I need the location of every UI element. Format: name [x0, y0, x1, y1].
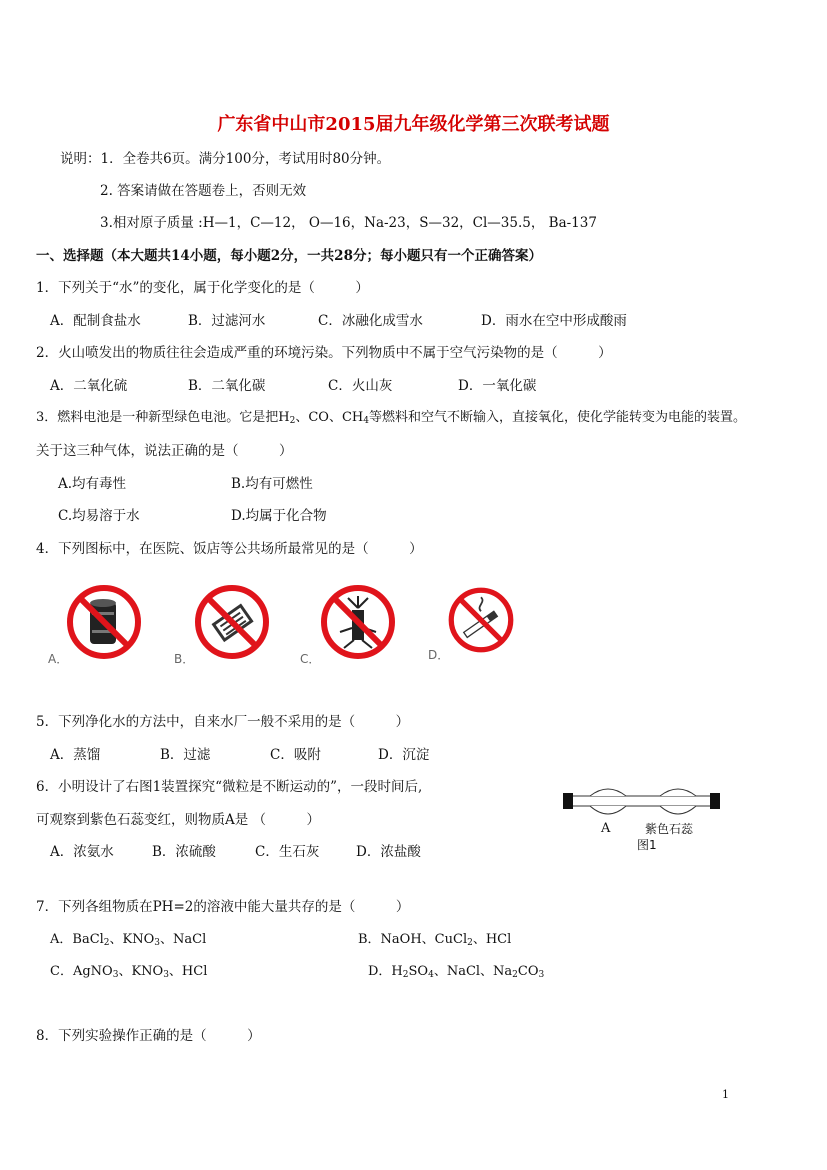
q3-stem-mid: 、CO、CH [295, 410, 364, 425]
note-3: 3.相对原子质量 :H—1，C—12， O—16，Na-23，S—32，Cl—35.5， Ba-137 [100, 215, 597, 231]
q6-stem-2: 可观察到紫色石蕊变红，则物质A是 （ ） [36, 812, 321, 828]
page-title: 广东省中山市2015届九年级化学第三次联考试题 [217, 114, 610, 135]
q6-option-a: A．浓氨水 [50, 844, 114, 860]
q1-option-d: D．雨水在空中形成酸雨 [481, 313, 627, 329]
q4-stem: 4．下列图标中，在医院、饭店等公共场所最常见的是（ ） [36, 541, 423, 557]
q5-option-b: B．过滤 [160, 747, 211, 763]
q4-label-a: A． [48, 652, 69, 666]
figure-1-label-a: A [601, 821, 611, 836]
q6-option-c: C．生石灰 [255, 844, 320, 860]
q2-option-d: D．一氧化碳 [458, 378, 537, 394]
q7-option-d: D．$H_2SO_4$、NaCl、$Na_2CO_3$ [368, 964, 545, 980]
page-number: 1 [722, 1088, 729, 1101]
no-barrel-sign-icon [64, 582, 144, 662]
q4-label-c: C． [300, 652, 321, 666]
section-heading: 一、选择题（本大题共14小题，每小题2分，一共28分；每小题只有一个正确答案） [36, 248, 542, 264]
q1-option-a: A．配制食盐水 [50, 313, 141, 329]
q3-sub-2: 4 [363, 416, 369, 426]
q7-option-a: A．BaCl$_2$、$KNO_3$、NaCl [50, 932, 207, 948]
q8-stem: 8．下列实验操作正确的是（ ） [36, 1028, 261, 1044]
q1-option-c: C．冰融化成雪水 [318, 313, 423, 329]
note-1: 说明：1．全卷共6页。满分100分，考试用时80分钟。 [60, 151, 391, 167]
figure-1-apparatus [560, 784, 725, 824]
q1-option-b: B．过滤河水 [188, 313, 266, 329]
q3-stem-pre: 3．燃料电池是一种新型绿色电池。它是把H [36, 410, 290, 425]
figure-1-caption: 图1 [637, 838, 657, 852]
q7-option-b: B．NaOH、CuCl$_2$、HCl [358, 932, 512, 948]
q2-option-b: B．二氧化碳 [188, 378, 266, 394]
q5-option-d: D．沉淀 [378, 747, 430, 763]
note-2: 2. 答案请做在答题卷上，否则无效 [100, 183, 307, 199]
q7-option-c: C．AgNO$_3$、$KNO_3$、HCl [50, 964, 208, 980]
no-smoking-sign-icon [446, 585, 516, 655]
q3-stem-post: 等燃料和空气不断输入，直接氧化，使化学能转变为电能的装置。 [368, 410, 746, 425]
no-fireworks-sign-icon [318, 582, 398, 662]
no-matches-sign-icon [192, 582, 272, 662]
q2-option-a: A．二氧化硫 [50, 378, 128, 394]
q3-stem-2: 关于这三种气体，说法正确的是（ ） [36, 443, 293, 459]
q5-option-c: C．吸附 [270, 747, 321, 763]
figure-1-label-litmus: 紫色石蕊 [645, 822, 694, 836]
q1-stem: 1．下列关于“水”的变化，属于化学变化的是（ ） [36, 280, 369, 296]
q3-option-d: D.均属于化合物 [231, 508, 327, 524]
q6-option-d: D．浓盐酸 [356, 844, 421, 860]
q6-stem: 6．小明设计了右图1装置探究“微粒是不断运动的”，一段时间后, [36, 779, 423, 795]
q2-option-c: C．火山灰 [328, 378, 393, 394]
q6-option-b: B．浓硫酸 [152, 844, 216, 860]
q4-label-b: B． [174, 652, 195, 666]
q3-option-a: A.均有毒性 [58, 476, 127, 492]
q3-sub-1: 2 [289, 416, 296, 426]
q5-option-a: A．蒸馏 [50, 747, 101, 763]
q7-stem: 7．下列各组物质在PH=2的溶液中能大量共存的是（ ） [36, 899, 410, 915]
q3-stem [36, 409, 746, 427]
q2-stem: 2．火山喷发出的物质往往会造成严重的环境污染。下列物质中不属于空气污染物的是（ ） [36, 345, 612, 361]
q5-stem: 5．下列净化水的方法中，自来水厂一般不采用的是（ ） [36, 714, 410, 730]
q4-label-d: D． [428, 648, 450, 662]
q3-option-c: C.均易溶于水 [58, 508, 140, 524]
q3-option-b: B.均有可燃性 [231, 476, 313, 492]
